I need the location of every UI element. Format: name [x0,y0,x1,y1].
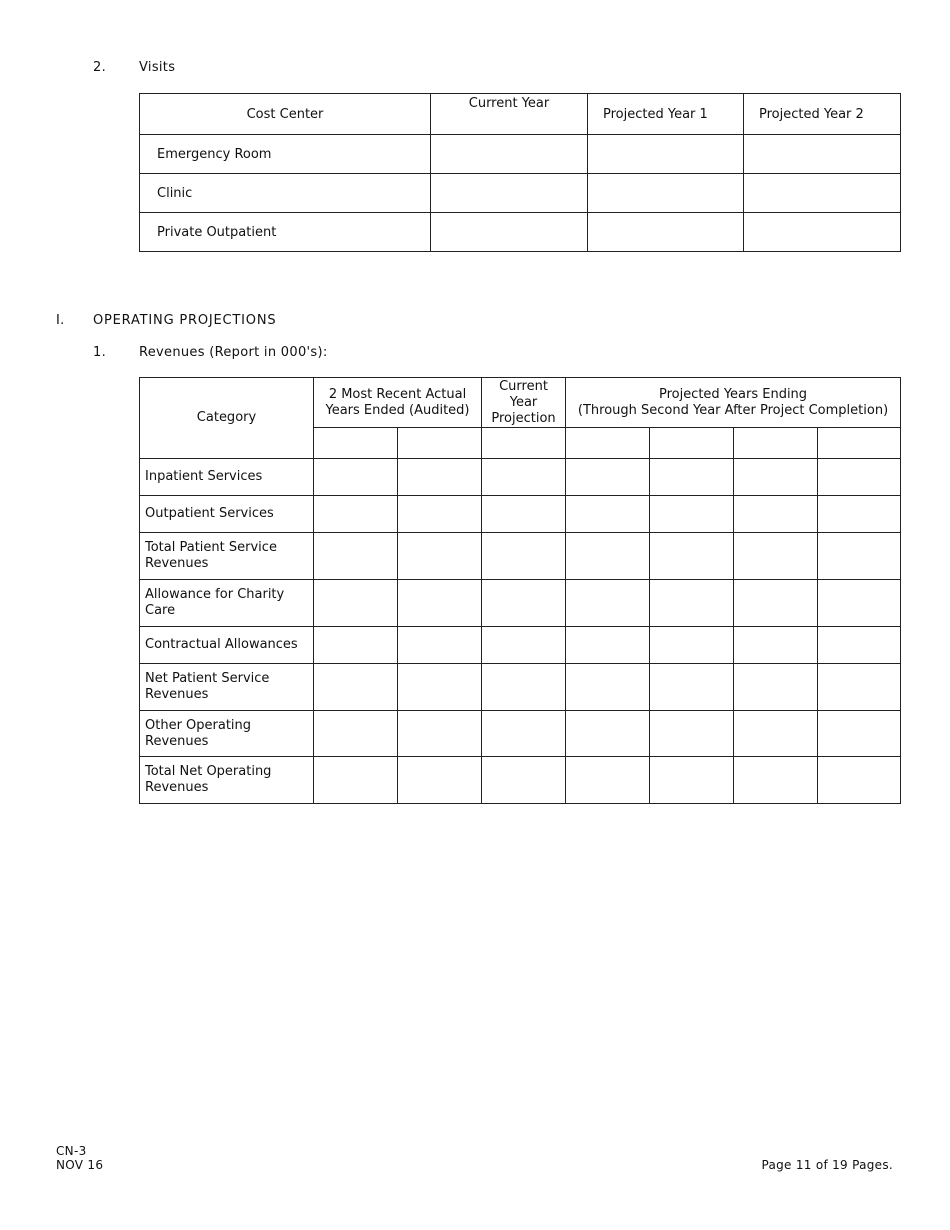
visits-row-label: Emergency Room [140,135,431,174]
label-line1: Inpatient Services [145,469,263,484]
label-line2: Revenues [145,556,209,571]
input-cell[interactable] [398,627,482,664]
label-line1: Total Patient Service [145,540,277,555]
form-date: NOV 16 [56,1158,104,1172]
input-cell[interactable] [482,711,566,757]
visits-header-current-year: Current Year [431,94,588,135]
form-code: CN-3 [56,1144,87,1158]
input-cell[interactable] [482,664,566,711]
visits-header-projected-year-2: Projected Year 2 [744,94,901,135]
input-cell[interactable] [818,627,901,664]
input-cell[interactable] [398,711,482,757]
label-line1: Contractual Allowances [145,637,298,652]
recent-header-line1: 2 Most Recent Actual [328,386,467,402]
current-header-line1: Current [499,378,548,394]
input-cell[interactable] [314,496,398,533]
label-line2: Revenues [145,687,209,702]
input-cell[interactable] [734,580,818,627]
visits-title: Visits [139,60,176,75]
input-cell[interactable] [314,664,398,711]
category-header-label: Category [196,410,257,425]
revenue-row-label [140,580,314,627]
revenues-header-projected [566,378,901,428]
revenues-table [139,377,901,804]
input-cell[interactable] [650,459,734,496]
input-cell[interactable] [566,496,650,533]
input-cell[interactable] [650,757,734,804]
table-row [140,533,901,580]
input-cell[interactable] [818,711,901,757]
current-header-line3: Projection [491,410,556,426]
year-input-cell[interactable] [482,428,566,459]
input-cell[interactable] [818,580,901,627]
label-line1: Other Operating [145,717,252,733]
label-line1: Allowance for Charity [145,587,285,602]
visits-table [139,93,901,252]
input-cell[interactable] [734,711,818,757]
projected-header-line1: Projected Years Ending [658,386,808,402]
table-row [140,459,901,496]
revenue-row-label [140,711,314,757]
year-input-cell[interactable] [650,428,734,459]
table-row [140,664,901,711]
input-cell[interactable] [398,459,482,496]
input-cell[interactable] [734,627,818,664]
label-line1: Net Patient Service [145,671,270,686]
input-cell[interactable] [482,580,566,627]
input-cell[interactable] [818,459,901,496]
input-cell[interactable] [482,533,566,580]
input-cell[interactable] [566,711,650,757]
input-cell[interactable] [818,664,901,711]
revenue-row-label [140,496,314,533]
input-cell[interactable] [818,496,901,533]
year-input-cell[interactable] [566,428,650,459]
input-cell[interactable] [650,711,734,757]
revenues-header-row [140,378,901,428]
input-cell[interactable] [566,757,650,804]
input-cell[interactable] [566,627,650,664]
label-line2: Care [145,603,176,618]
revenues-header-current [482,378,566,428]
table-row [140,711,901,757]
section-title: OPERATING PROJECTIONS [93,313,277,328]
input-cell[interactable] [734,496,818,533]
input-cell[interactable] [398,580,482,627]
revenues-header-recent [314,378,482,428]
year-input-cell[interactable] [314,428,398,459]
revenues-body [140,459,901,804]
input-cell[interactable] [744,213,901,252]
projected-header-line2: (Through Second Year After Project Completion) [577,402,889,418]
recent-header-line2: Years Ended (Audited) [325,402,470,418]
table-row [140,580,901,627]
page-info: Page 11 of 19 Pages. [761,1158,893,1172]
input-cell[interactable] [314,711,398,757]
input-cell[interactable] [588,174,744,213]
input-cell[interactable] [482,459,566,496]
visits-row-label: Clinic [140,174,431,213]
year-input-cell[interactable] [818,428,901,459]
input-cell[interactable] [314,459,398,496]
input-cell[interactable] [398,664,482,711]
visits-header-cost-center: Cost Center [140,94,431,135]
input-cell[interactable] [650,580,734,627]
label-line2: Revenues [145,733,209,749]
revenue-row-label [140,627,314,664]
input-cell[interactable] [734,757,818,804]
input-cell[interactable] [398,533,482,580]
input-cell[interactable] [314,757,398,804]
input-cell[interactable] [431,213,588,252]
visits-header-row [140,94,901,135]
label-line2: Revenues [145,780,209,795]
input-cell[interactable] [482,627,566,664]
visits-row-label: Private Outpatient [140,213,431,252]
label-line1: Outpatient Services [145,506,274,521]
table-row [140,757,901,804]
input-cell[interactable] [650,496,734,533]
input-cell[interactable] [566,580,650,627]
input-cell[interactable] [650,627,734,664]
input-cell[interactable] [398,496,482,533]
revenues-header-category [140,378,314,459]
current-header-line2: Year [509,394,538,410]
table-row [140,496,901,533]
input-cell[interactable] [431,174,588,213]
input-cell[interactable] [431,135,588,174]
revenues-title: Revenues (Report in 000's): [139,345,328,360]
table-row [140,627,901,664]
visits-header-projected-year-1: Projected Year 1 [588,94,744,135]
table-row [140,213,901,252]
input-cell[interactable] [398,757,482,804]
revenue-row-label [140,664,314,711]
input-cell[interactable] [314,627,398,664]
input-cell[interactable] [744,174,901,213]
input-cell[interactable] [734,664,818,711]
year-input-cell[interactable] [734,428,818,459]
input-cell[interactable] [734,459,818,496]
input-cell[interactable] [482,496,566,533]
input-cell[interactable] [588,213,744,252]
visits-number: 2. [93,60,107,75]
input-cell[interactable] [744,135,901,174]
label-line1: Total Net Operating [145,764,272,779]
input-cell[interactable] [734,533,818,580]
section-letter: I. [56,313,65,328]
input-cell[interactable] [818,533,901,580]
revenue-row-label [140,757,314,804]
input-cell[interactable] [650,533,734,580]
input-cell[interactable] [650,664,734,711]
revenue-row-label [140,533,314,580]
input-cell[interactable] [588,135,744,174]
input-cell[interactable] [818,757,901,804]
input-cell[interactable] [566,459,650,496]
revenues-number: 1. [93,345,107,360]
input-cell[interactable] [314,580,398,627]
table-row [140,135,901,174]
input-cell[interactable] [566,664,650,711]
input-cell[interactable] [482,757,566,804]
table-row [140,174,901,213]
year-input-cell[interactable] [398,428,482,459]
input-cell[interactable] [566,533,650,580]
input-cell[interactable] [314,533,398,580]
revenue-row-label [140,459,314,496]
